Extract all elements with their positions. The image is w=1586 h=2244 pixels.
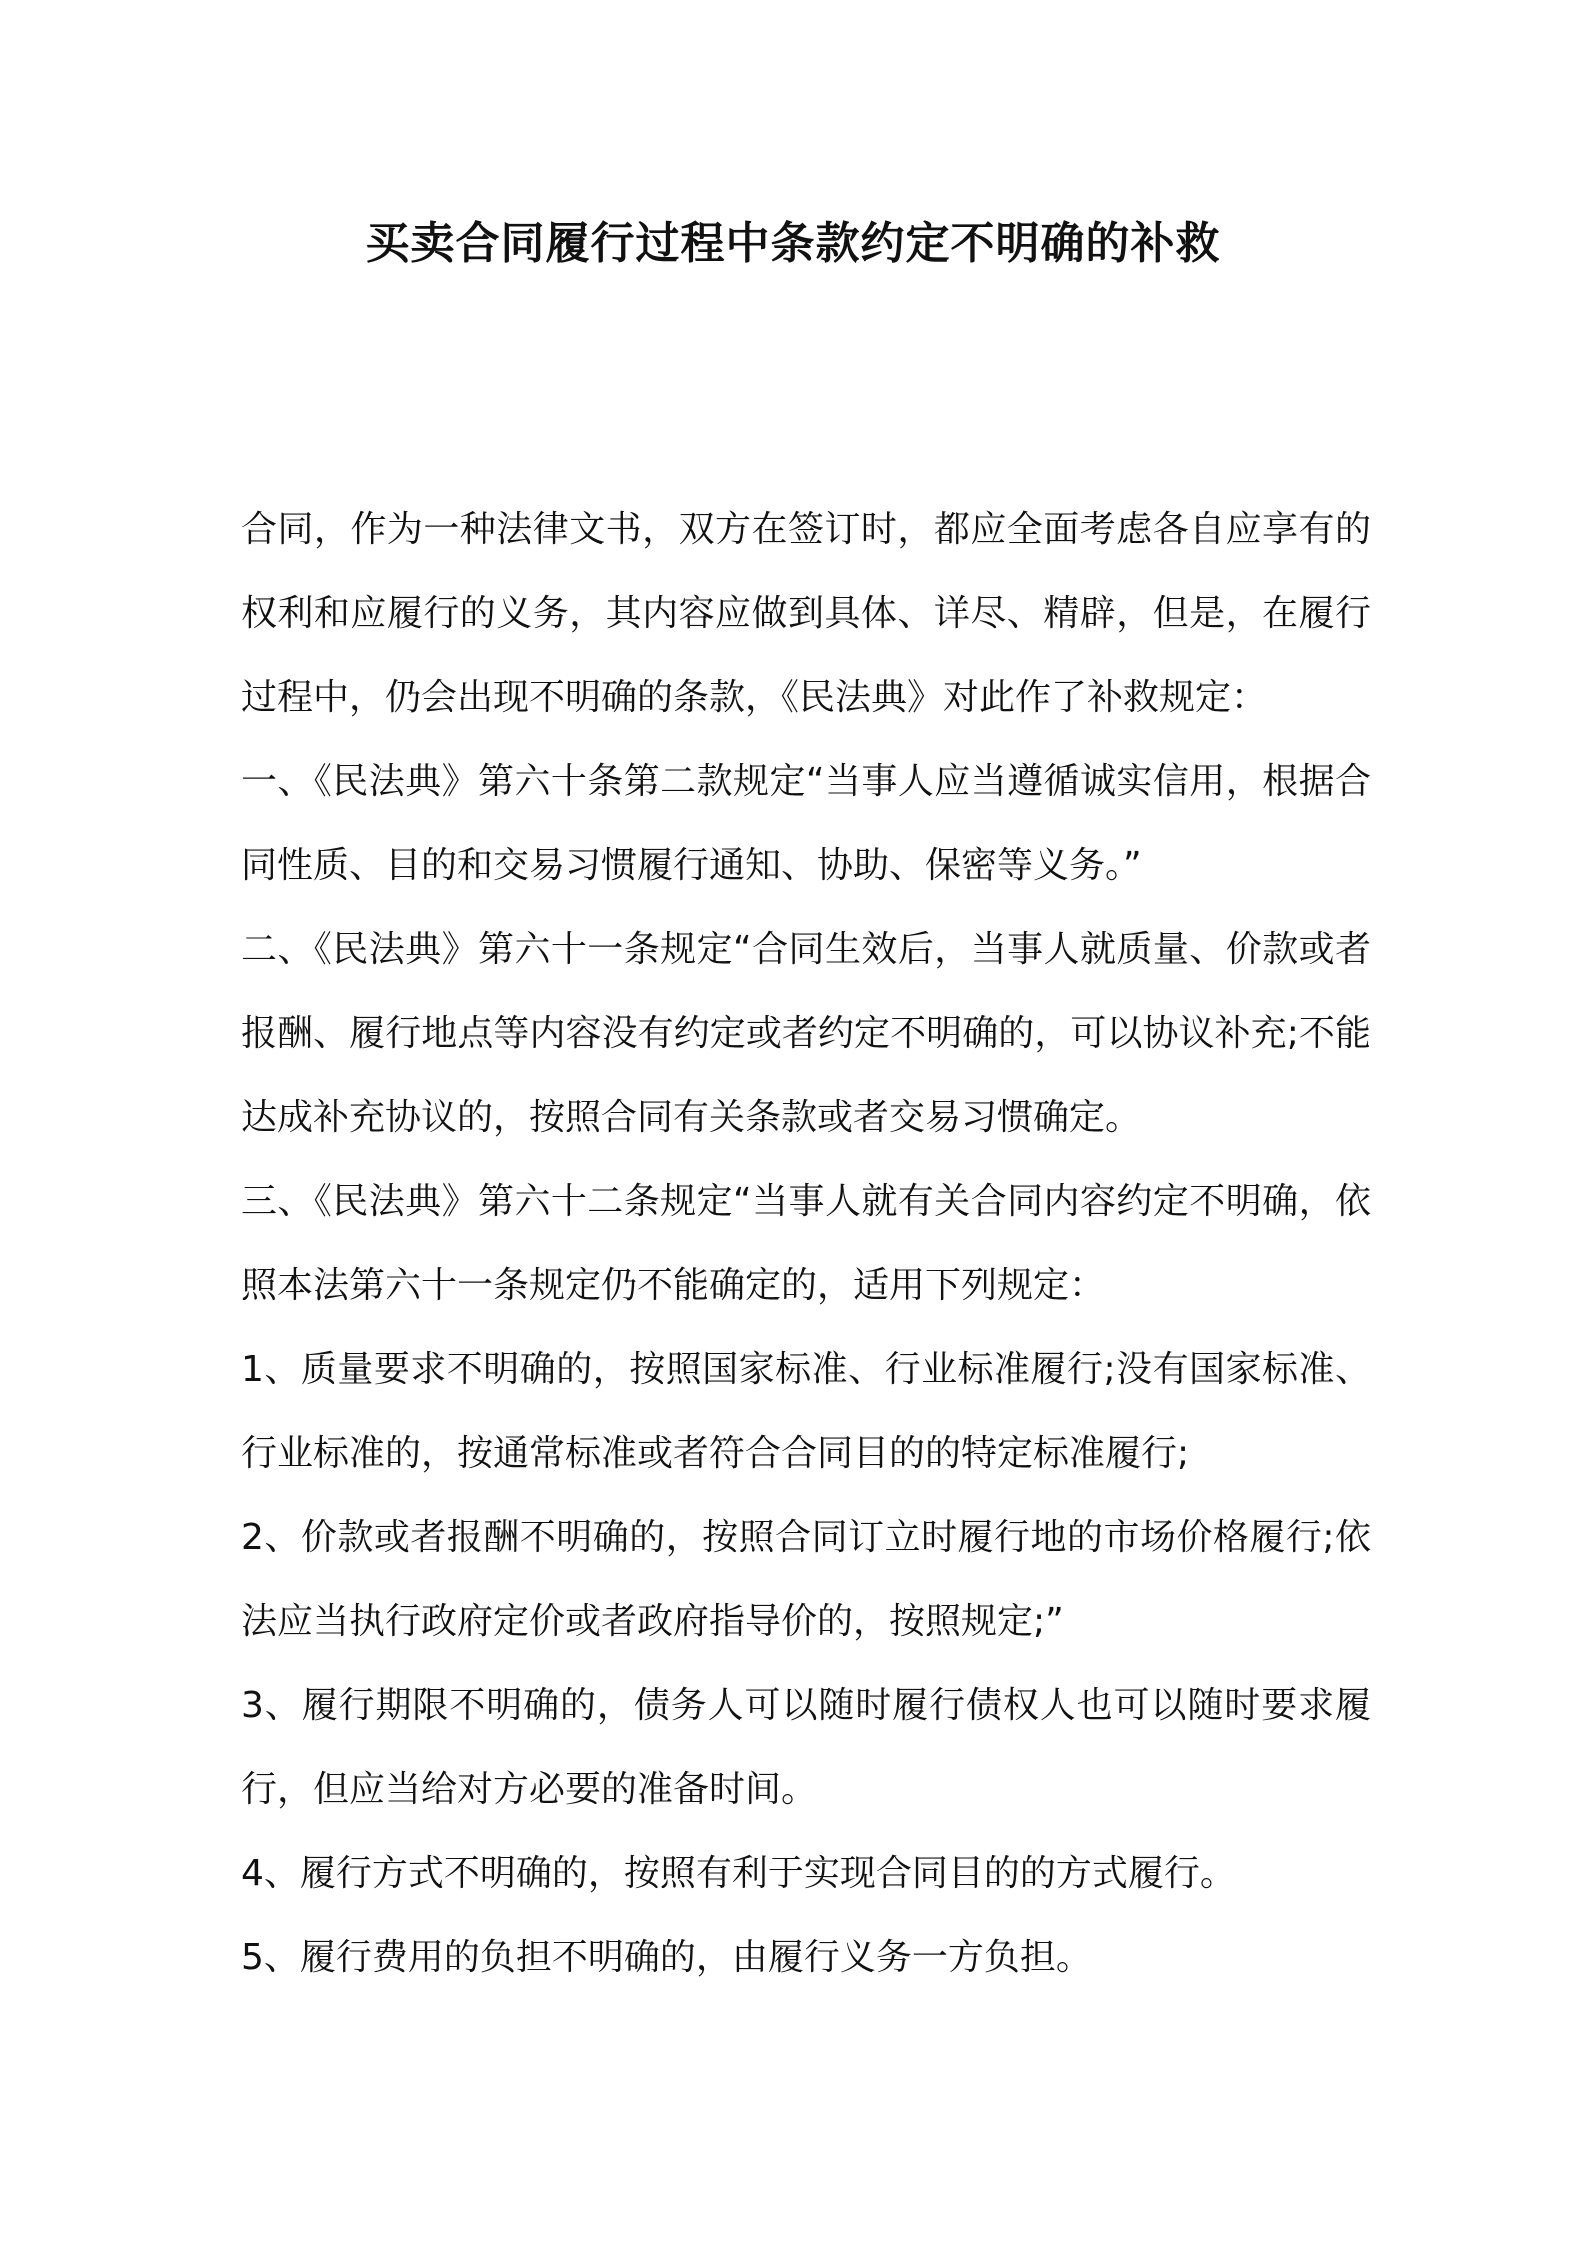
paragraph-item-3: 3、履行期限不明确的，债务人可以随时履行债权人也可以随时要求履行，但应当给对方必要的准备时间。 [241, 1685, 1371, 1810]
paragraph-article-62: 三、《民法典》第六十二条规定“当事人就有关合同内容约定不明确，依照本法第六十一条规定仍不能确定的，适用下列规定： [241, 1181, 1371, 1306]
paragraph-intro: 合同，作为一种法律文书，双方在签订时，都应全面考虑各自应享有的权利和应履行的义务，其内容应做到具体、详尽、精辟，但是，在履行过程中，仍会出现不明确的条款，《民法典》对此作了补救规定： [241, 509, 1371, 718]
paragraph-item-5: 5、履行费用的负担不明确的，由履行义务一方负担。 [241, 1937, 1092, 1978]
paragraph-item-4: 4、履行方式不明确的，按照有利于实现合同目的的方式履行。 [241, 1853, 1236, 1894]
paragraph-article-60: 一、《民法典》第六十条第二款规定“当事人应当遵循诚实信用，根据合同性质、目的和交易习惯履行通知、协助、保密等义务。” [241, 761, 1371, 886]
paragraph-article-61: 二、《民法典》第六十一条规定“合同生效后，当事人就质量、价款或者报酬、履行地点等内容没有约定或者约定不明确的，可以协议补充;不能达成补充协议的，按照合同有关条款或者交易习惯确定。 [241, 929, 1371, 1138]
paragraph-item-2: 2、价款或者报酬不明确的，按照合同订立时履行地的市场价格履行;依法应当执行政府定价或者政府指导价的，按照规定;” [241, 1517, 1371, 1642]
document-body [241, 488, 1371, 2000]
document-title: 买卖合同履行过程中条款约定不明确的补救 [365, 218, 1221, 269]
paragraph-item-1: 1、质量要求不明确的，按照国家标准、行业标准履行;没有国家标准、行业标准的，按通常标准或者符合合同目的的特定标准履行; [241, 1349, 1371, 1474]
